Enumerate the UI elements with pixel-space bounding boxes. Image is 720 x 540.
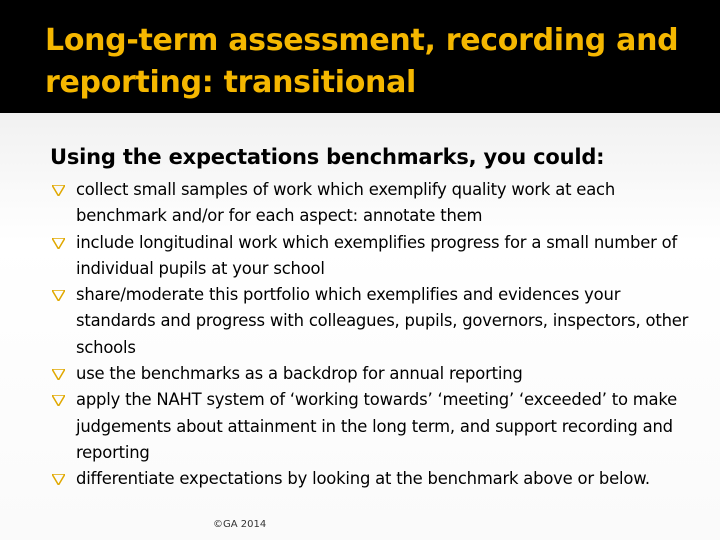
bullet-text: collect small samples of work which exemplify quality work at each benchmark and/or for each aspect: annotate them <box>76 180 616 226</box>
bullet-text: use the benchmarks as a backdrop for annual reporting <box>76 364 523 384</box>
slide-content <box>0 113 720 540</box>
slide-heading: Using the expectations benchmarks, you could: <box>50 145 605 169</box>
title-bar <box>0 0 720 113</box>
bullet-item <box>52 466 692 492</box>
bullet-item <box>52 361 692 387</box>
bullet-item <box>52 282 692 361</box>
bullet-icon <box>52 238 65 249</box>
bullet-icon <box>52 369 65 380</box>
bullet-icon <box>52 185 65 196</box>
bullet-item <box>52 177 692 230</box>
copyright-footer: ©GA 2014 <box>213 519 267 530</box>
bullet-item <box>52 230 692 283</box>
slide-title: Long-term assessment, recording and reporting: transitional <box>45 23 679 100</box>
bullet-item <box>52 387 692 466</box>
bullet-text: apply the NAHT system of ‘working towards’ ‘meeting’ ‘exceeded’ to make judgements about attainment in the long term, and support recording and reporting <box>76 390 677 462</box>
bullet-icon <box>52 474 65 485</box>
bullet-text: share/moderate this portfolio which exemplifies and evidences your standards and progress with colleagues, pupils, governors, inspectors, other schools <box>76 285 689 357</box>
bullet-icon <box>52 290 65 301</box>
bullet-icon <box>52 395 65 406</box>
bullet-text: differentiate expectations by looking at the benchmark above or below. <box>76 469 650 489</box>
bullet-list <box>52 177 692 493</box>
bullet-text: include longitudinal work which exemplifies progress for a small number of individual pupils at your school <box>76 232 678 278</box>
